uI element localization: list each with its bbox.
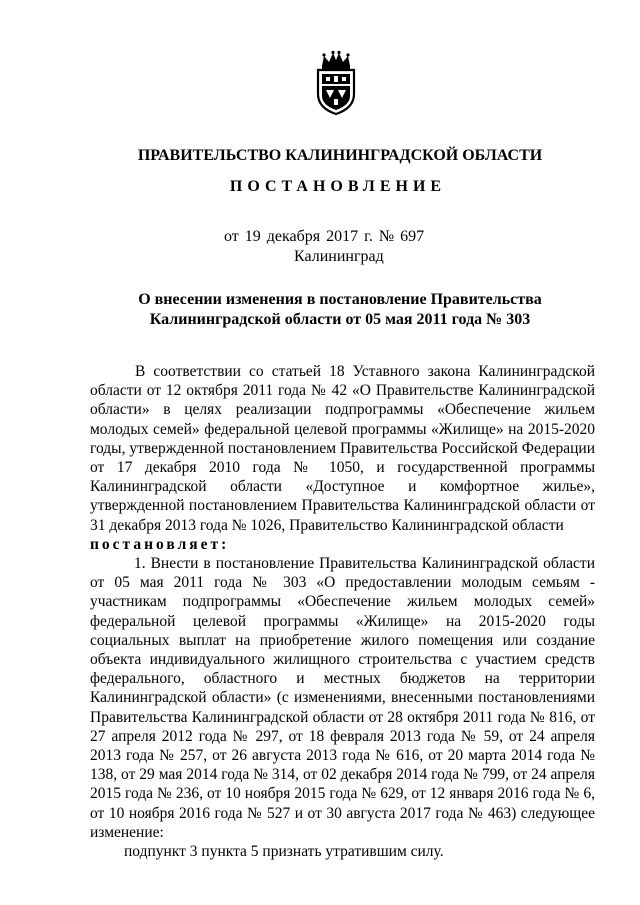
document-type: ПОСТАНОВЛЕНИЕ: [229, 178, 447, 195]
coat-of-arms-icon: [314, 50, 358, 116]
preamble-text: В соответствии со статьей 18 Уставного закона Калининградской области от 12 октября 2011 года № 42 «О Правительстве Калининградской области» в целях реализации подпрограммы «Обеспечение жильем молодых семей» федеральной целевой программы «Жилище» на 2015-2020 годы, утвержденной постановлением Правительства Российской Федерации от 17 декабря 2010 года № 1050, и государственной программы Калининградской области «Доступное и комфортное жилье», утвержденной постановлением Правительства Калининградской области от 31 декабря 2013 года № 1026, Правительство Калининградской области: [90, 363, 595, 534]
document-subject: [90, 290, 590, 330]
resolves-word: постановляет:: [90, 535, 230, 553]
item-1-paragraph: 1. Внести в постановление Правительства Калининградской области от 05 мая 2011 года № 303 «О предоставлении молодым семьям - участникам подпрограммы «Обеспечение жильем молодых семей» федеральной целевой программы «Жилище» на 2015-2020 годы социальных выплат на приобретение жилого помещения или создание объекта индивидуального жилищного строительства с участием средств федерального, областного и местных бюджетов на территории Калининградской области» (с изменениями, внесенными постановлениями Правительства Калининградской области от 28 октября 2011 года № 816, от 27 апреля 2012 года № 297, от 18 февраля 2013 года № 59, от 24 апреля 2013 года № 257, от 26 августа 2013 года № 616, от 20 марта 2014 года № 138, от 29 мая 2014 года № 314, от 02 декабря 2014 года № 799, от 24 апреля 2015 года № 236, от 10 ноября 2015 года № 629, от 12 января 2016 года № 6, от 10 ноября 2016 года № 527 и от 30 августа 2017 года № 463) следующее изменение:: [90, 555, 595, 841]
document-body: [90, 362, 595, 861]
subject-line-2: Калининградской области от 05 мая 2011 года № 303: [149, 311, 531, 328]
government-name: ПРАВИТЕЛЬСТВО КАЛИНИНГРАДСКОЙ ОБЛАСТИ: [137, 147, 543, 164]
document-date-number: от 19 декабря 2017 г. № 697: [224, 228, 425, 245]
subitem-paragraph: подпункт 3 пункта 5 признать утратившим силу.: [124, 843, 444, 861]
document-city: Калининград: [294, 248, 384, 265]
preamble-paragraph: [90, 362, 595, 554]
subject-line-1: О внесении изменения в постановление Правительства: [138, 291, 542, 308]
